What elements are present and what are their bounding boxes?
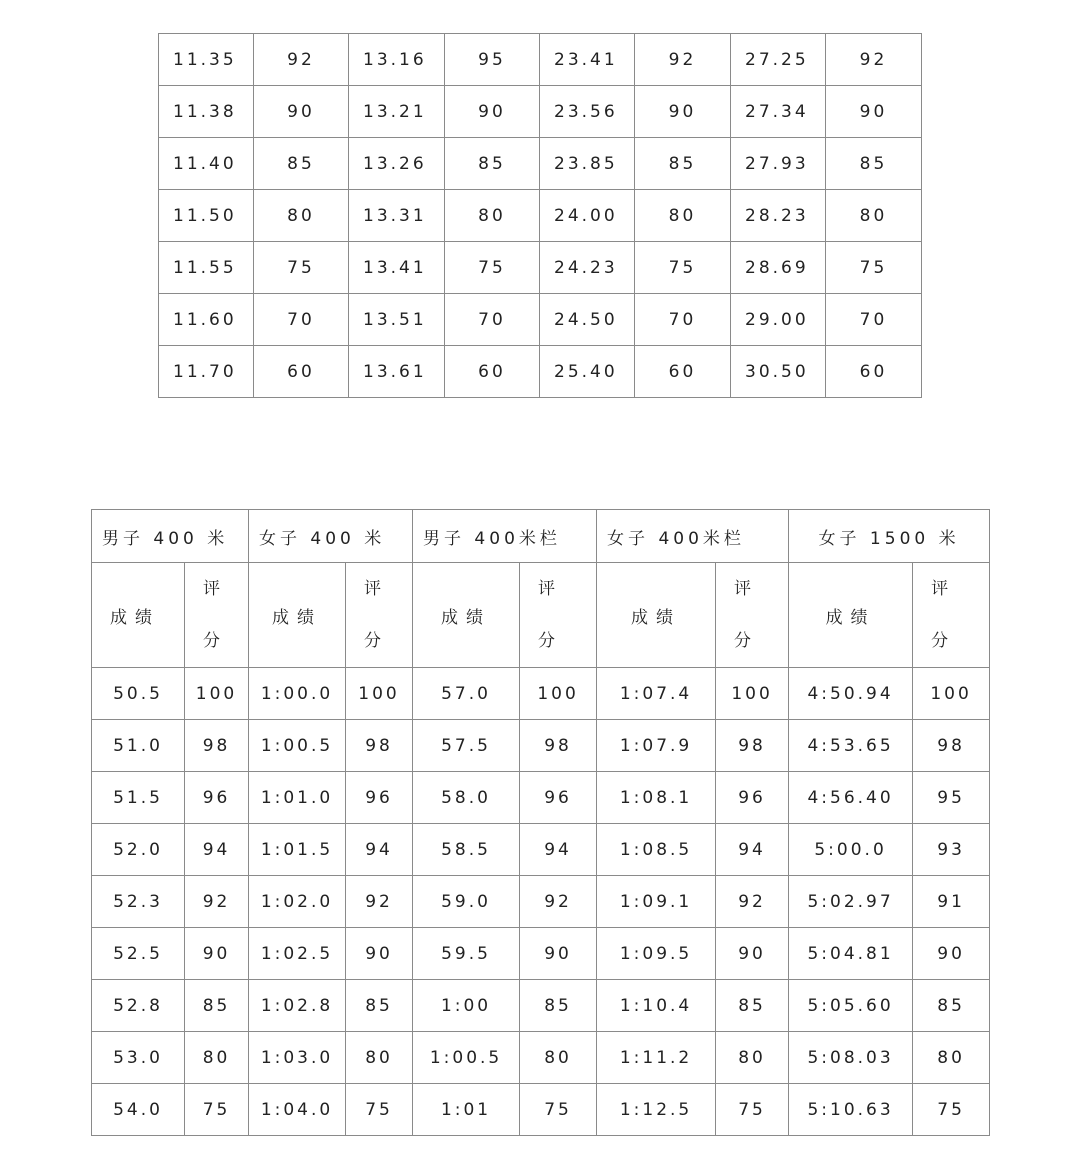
points-cell: 70 — [254, 294, 349, 346]
points-cell: 70 — [635, 294, 731, 346]
event-header: 男子 400米栏 — [413, 510, 597, 563]
points-cell: 80 — [445, 190, 540, 242]
points-cell: 98 — [185, 720, 249, 772]
time-cell: 58.5 — [413, 824, 520, 876]
points-cell: 90 — [346, 928, 413, 980]
points-cell: 60 — [635, 346, 731, 398]
time-cell: 4:56.40 — [789, 772, 913, 824]
points-cell: 94 — [346, 824, 413, 876]
time-cell: 1:01.0 — [249, 772, 346, 824]
time-cell: 1:08.1 — [597, 772, 716, 824]
event-header: 男子 400 米 — [92, 510, 249, 563]
points-cell: 85 — [826, 138, 922, 190]
time-cell: 1:12.5 — [597, 1084, 716, 1136]
time-cell: 52.0 — [92, 824, 185, 876]
points-header-bottom: 分 — [538, 631, 559, 651]
points-cell: 92 — [185, 876, 249, 928]
points-cell: 90 — [913, 928, 990, 980]
time-cell: 23.85 — [540, 138, 635, 190]
points-cell: 98 — [520, 720, 597, 772]
event-header: 女子 1500 米 — [789, 510, 990, 563]
table-row — [159, 86, 922, 138]
points-cell: 95 — [445, 34, 540, 86]
time-cell: 11.35 — [159, 34, 254, 86]
points-cell: 85 — [716, 980, 789, 1032]
bottom-score-table — [91, 509, 990, 1136]
points-cell: 90 — [716, 928, 789, 980]
table-row — [92, 824, 990, 876]
points-cell: 90 — [635, 86, 731, 138]
time-cell: 23.56 — [540, 86, 635, 138]
points-cell: 96 — [520, 772, 597, 824]
points-cell: 75 — [826, 242, 922, 294]
points-cell: 98 — [913, 720, 990, 772]
score-header: 成绩 — [413, 563, 520, 668]
top-table-body — [159, 34, 922, 398]
points-header — [716, 563, 789, 668]
points-cell: 80 — [913, 1032, 990, 1084]
points-cell: 70 — [826, 294, 922, 346]
points-header-bottom: 分 — [734, 631, 755, 651]
table-row — [159, 346, 922, 398]
time-cell: 52.5 — [92, 928, 185, 980]
time-cell: 11.70 — [159, 346, 254, 398]
time-cell: 1:02.5 — [249, 928, 346, 980]
time-cell: 13.31 — [349, 190, 445, 242]
points-cell: 90 — [826, 86, 922, 138]
time-cell: 4:53.65 — [789, 720, 913, 772]
time-cell: 51.5 — [92, 772, 185, 824]
points-cell: 80 — [520, 1032, 597, 1084]
time-cell: 11.60 — [159, 294, 254, 346]
time-cell: 59.0 — [413, 876, 520, 928]
score-header: 成绩 — [597, 563, 716, 668]
score-header: 成绩 — [789, 563, 913, 668]
table-row — [92, 876, 990, 928]
points-cell: 80 — [635, 190, 731, 242]
points-header-top: 评 — [734, 579, 755, 599]
score-header: 成绩 — [92, 563, 185, 668]
points-cell: 91 — [913, 876, 990, 928]
time-cell: 5:08.03 — [789, 1032, 913, 1084]
table-row — [159, 190, 922, 242]
time-cell: 5:04.81 — [789, 928, 913, 980]
points-cell: 100 — [913, 668, 990, 720]
time-cell: 50.5 — [92, 668, 185, 720]
table-row — [92, 720, 990, 772]
points-cell: 75 — [635, 242, 731, 294]
time-cell: 27.93 — [731, 138, 826, 190]
time-cell: 58.0 — [413, 772, 520, 824]
points-cell: 92 — [635, 34, 731, 86]
points-cell: 90 — [520, 928, 597, 980]
time-cell: 1:02.8 — [249, 980, 346, 1032]
top-score-table — [158, 33, 922, 398]
points-cell: 75 — [445, 242, 540, 294]
column-header-row — [92, 563, 990, 668]
table-row — [92, 1084, 990, 1136]
points-cell: 92 — [826, 34, 922, 86]
time-cell: 1:07.4 — [597, 668, 716, 720]
time-cell: 1:08.5 — [597, 824, 716, 876]
points-cell: 60 — [445, 346, 540, 398]
time-cell: 5:00.0 — [789, 824, 913, 876]
points-header-top: 评 — [364, 579, 385, 599]
time-cell: 57.0 — [413, 668, 520, 720]
time-cell: 59.5 — [413, 928, 520, 980]
table-row — [92, 668, 990, 720]
time-cell: 1:04.0 — [249, 1084, 346, 1136]
time-cell: 1:01 — [413, 1084, 520, 1136]
points-header-top: 评 — [538, 579, 559, 599]
points-cell: 90 — [254, 86, 349, 138]
points-cell: 96 — [185, 772, 249, 824]
points-cell: 100 — [185, 668, 249, 720]
points-cell: 100 — [716, 668, 789, 720]
time-cell: 13.21 — [349, 86, 445, 138]
points-cell: 92 — [716, 876, 789, 928]
time-cell: 1:11.2 — [597, 1032, 716, 1084]
time-cell: 1:02.0 — [249, 876, 346, 928]
points-cell: 100 — [346, 668, 413, 720]
points-cell: 92 — [520, 876, 597, 928]
time-cell: 24.50 — [540, 294, 635, 346]
points-cell: 95 — [913, 772, 990, 824]
time-cell: 11.55 — [159, 242, 254, 294]
table-row — [92, 928, 990, 980]
points-cell: 60 — [826, 346, 922, 398]
points-cell: 90 — [445, 86, 540, 138]
time-cell: 13.16 — [349, 34, 445, 86]
points-cell: 92 — [346, 876, 413, 928]
time-cell: 13.61 — [349, 346, 445, 398]
table-row — [159, 138, 922, 190]
points-cell: 80 — [826, 190, 922, 242]
points-cell: 100 — [520, 668, 597, 720]
points-header-bottom: 分 — [931, 631, 952, 651]
time-cell: 52.3 — [92, 876, 185, 928]
points-cell: 98 — [716, 720, 789, 772]
time-cell: 1:07.9 — [597, 720, 716, 772]
time-cell: 52.8 — [92, 980, 185, 1032]
time-cell: 13.51 — [349, 294, 445, 346]
score-header: 成绩 — [249, 563, 346, 668]
time-cell: 51.0 — [92, 720, 185, 772]
time-cell: 1:10.4 — [597, 980, 716, 1032]
time-cell: 28.69 — [731, 242, 826, 294]
points-cell: 94 — [185, 824, 249, 876]
points-header — [185, 563, 249, 668]
points-cell: 85 — [520, 980, 597, 1032]
table-row — [159, 34, 922, 86]
points-header-top: 评 — [203, 579, 223, 599]
points-cell: 85 — [445, 138, 540, 190]
points-cell: 98 — [346, 720, 413, 772]
points-cell: 75 — [716, 1084, 789, 1136]
table-row — [92, 772, 990, 824]
points-cell: 94 — [520, 824, 597, 876]
points-cell: 80 — [254, 190, 349, 242]
points-cell: 85 — [346, 980, 413, 1032]
points-cell: 80 — [346, 1032, 413, 1084]
time-cell: 28.23 — [731, 190, 826, 242]
time-cell: 11.40 — [159, 138, 254, 190]
time-cell: 13.41 — [349, 242, 445, 294]
points-cell: 85 — [254, 138, 349, 190]
time-cell: 29.00 — [731, 294, 826, 346]
time-cell: 27.25 — [731, 34, 826, 86]
time-cell: 1:00 — [413, 980, 520, 1032]
points-cell: 94 — [716, 824, 789, 876]
event-header: 女子 400米栏 — [597, 510, 789, 563]
time-cell: 11.38 — [159, 86, 254, 138]
points-cell: 75 — [913, 1084, 990, 1136]
table-row — [92, 980, 990, 1032]
points-cell: 75 — [185, 1084, 249, 1136]
points-cell: 96 — [346, 772, 413, 824]
points-cell: 92 — [254, 34, 349, 86]
points-cell: 80 — [716, 1032, 789, 1084]
points-header — [520, 563, 597, 668]
time-cell: 5:05.60 — [789, 980, 913, 1032]
points-cell: 70 — [445, 294, 540, 346]
points-cell: 75 — [346, 1084, 413, 1136]
time-cell: 30.50 — [731, 346, 826, 398]
points-header-bottom: 分 — [203, 631, 223, 651]
points-header-bottom: 分 — [364, 631, 385, 651]
points-cell: 80 — [185, 1032, 249, 1084]
time-cell: 24.00 — [540, 190, 635, 242]
time-cell: 1:09.1 — [597, 876, 716, 928]
points-cell: 90 — [185, 928, 249, 980]
time-cell: 5:10.63 — [789, 1084, 913, 1136]
table-row — [159, 242, 922, 294]
event-header-row — [92, 510, 990, 563]
bottom-table-body — [92, 510, 990, 1136]
time-cell: 27.34 — [731, 86, 826, 138]
time-cell: 54.0 — [92, 1084, 185, 1136]
points-cell: 75 — [254, 242, 349, 294]
time-cell: 57.5 — [413, 720, 520, 772]
time-cell: 1:00.0 — [249, 668, 346, 720]
time-cell: 53.0 — [92, 1032, 185, 1084]
points-cell: 75 — [520, 1084, 597, 1136]
points-cell: 93 — [913, 824, 990, 876]
points-header — [913, 563, 990, 668]
time-cell: 1:00.5 — [249, 720, 346, 772]
points-cell: 85 — [635, 138, 731, 190]
points-cell: 85 — [913, 980, 990, 1032]
points-cell: 96 — [716, 772, 789, 824]
time-cell: 13.26 — [349, 138, 445, 190]
table-row — [159, 294, 922, 346]
points-cell: 85 — [185, 980, 249, 1032]
time-cell: 23.41 — [540, 34, 635, 86]
time-cell: 11.50 — [159, 190, 254, 242]
table-row — [92, 1032, 990, 1084]
event-header: 女子 400 米 — [249, 510, 413, 563]
time-cell: 1:01.5 — [249, 824, 346, 876]
time-cell: 25.40 — [540, 346, 635, 398]
time-cell: 24.23 — [540, 242, 635, 294]
points-cell: 60 — [254, 346, 349, 398]
time-cell: 5:02.97 — [789, 876, 913, 928]
time-cell: 4:50.94 — [789, 668, 913, 720]
time-cell: 1:00.5 — [413, 1032, 520, 1084]
points-header — [346, 563, 413, 668]
time-cell: 1:03.0 — [249, 1032, 346, 1084]
points-header-top: 评 — [931, 579, 952, 599]
time-cell: 1:09.5 — [597, 928, 716, 980]
